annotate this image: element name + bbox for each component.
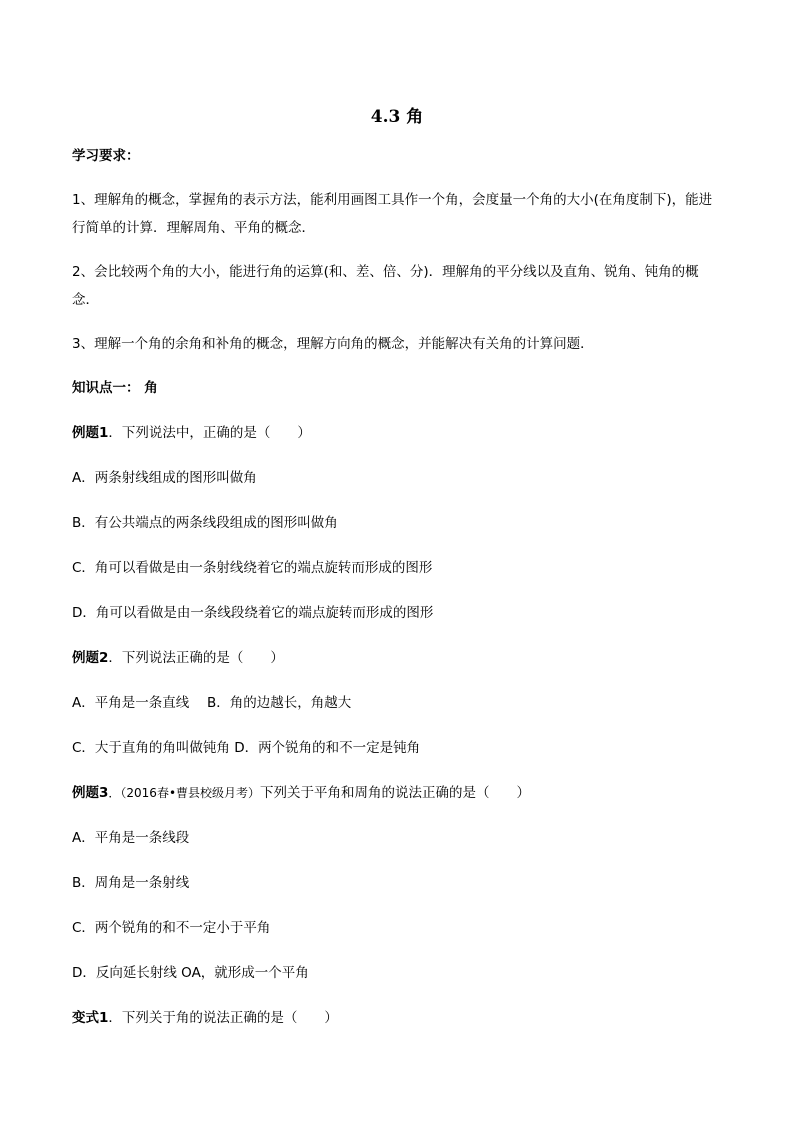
question-3-stem: 下列关于平角和周角的说法正确的是（ ） — [260, 785, 531, 801]
variant-1-label: 变式1 — [72, 1010, 109, 1026]
section-heading: 知识点一： 角 — [72, 380, 158, 396]
question-3-option-b: B．周角是一条射线 — [72, 875, 190, 891]
requirement-item-1: 1、理解角的概念，掌握角的表示方法，能利用画图工具作一个角，会度量一个角的大小(在角度制下)，能进行简单的计算．理解周角、平角的概念． — [72, 192, 713, 236]
document-body — [72, 142, 724, 1032]
variant-1-stem: ．下列关于角的说法正确的是（ ） — [108, 1010, 338, 1026]
page-title: 4.3 角 — [370, 107, 424, 127]
question-3-option-c: C．两个锐角的和不一定小于平角 — [72, 920, 271, 936]
requirement-item-3: 3、理解一个角的余角和补角的概念，理解方向角的概念，并能解决有关角的计算问题． — [72, 336, 594, 352]
question-1-option-d: D．角可以看做是由一条线段绕着它的端点旋转而形成的图形 — [72, 605, 434, 621]
question-2-options-cd: C．大于直角的角叫做钝角 D．两个锐角的和不一定是钝角 — [72, 740, 421, 756]
question-1-stem: ．下列说法中，正确的是（ ） — [108, 425, 311, 441]
question-3-source: ．（2016春•曹县校级月考） — [108, 786, 261, 800]
requirements-heading: 学习要求： — [72, 148, 140, 164]
requirement-item-2: 2、会比较两个角的大小，能进行角的运算(和、差、倍、分)．理解角的平分线以及直角、锐角、钝角的概念． — [72, 264, 699, 308]
question-1-option-b: B．有公共端点的两条线段组成的图形叫做角 — [72, 515, 338, 531]
question-3-label: 例题3 — [72, 785, 109, 801]
question-1-option-a: A．两条射线组成的图形叫做角 — [72, 470, 257, 486]
question-2-options-ab: A．平角是一条直线 B．角的边越长，角越大 — [72, 695, 352, 711]
question-2-label: 例题2 — [72, 650, 109, 666]
variant-1 — [72, 1004, 724, 1032]
question-2-stem: ．下列说法正确的是（ ） — [108, 650, 284, 666]
question-1-option-c: C．角可以看做是由一条射线绕着它的端点旋转而形成的图形 — [72, 560, 433, 576]
question-3 — [72, 779, 724, 807]
question-3-option-a: A．平角是一条线段 — [72, 830, 190, 846]
question-1-label: 例题1 — [72, 425, 109, 441]
question-2 — [72, 644, 724, 672]
question-3-option-d: D．反向延长射线 OA，就形成一个平角 — [72, 965, 309, 981]
question-1 — [72, 419, 724, 447]
